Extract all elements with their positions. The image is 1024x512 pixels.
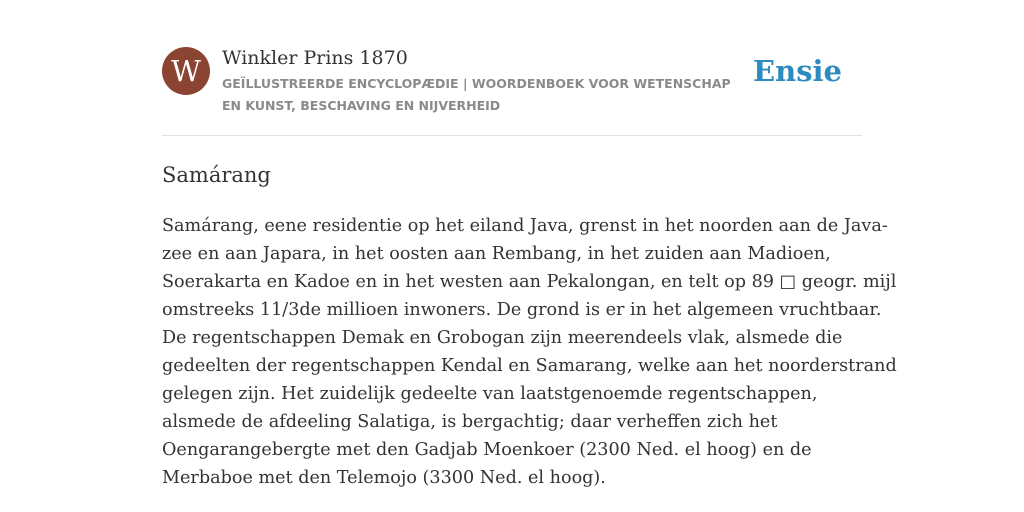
source-subtitle: GEÏLLUSTREERDE ENCYCLOPÆDIE | WOORDENBOEK VOOR WETENSCHAP EN KUNST, BESCHAVING EN NIJVERHEID: [222, 76, 731, 113]
entry-body-line: De regentschappen Demak en Grobogan zijn meerendeels vlak, alsmede die: [162, 328, 843, 348]
entry-title: Samárang: [162, 163, 271, 187]
source-avatar[interactable]: W: [162, 47, 210, 95]
source-title[interactable]: Winkler Prins 1870: [222, 47, 408, 69]
header-divider: [162, 135, 862, 136]
entry-body-line: omstreeks 11/3de millioen inwoners. De grond is er in het algemeen vruchtbaar.: [162, 300, 882, 320]
entry-body-line: gelegen zijn. Het zuidelijk gedeelte van laatstgenoemde regentschappen,: [162, 384, 818, 404]
entry-body-line: Soerakarta en Kadoe en in het westen aan Pekalongan, en telt op 89 □ geogr. mijl: [162, 272, 897, 292]
entry-body-line: alsmede de afdeeling Salatiga, is bergachtig; daar verheffen zich het: [162, 412, 778, 432]
entry-body-line: Samárang, eene residentie op het eiland Java, grenst in het noorden aan de Java-: [162, 216, 888, 236]
ensie-logo[interactable]: Ensie: [753, 54, 842, 88]
entry-body: [162, 212, 897, 492]
entry-body-line: gedeelten der regentschappen Kendal en Samarang, welke aan het noorderstrand: [162, 356, 897, 376]
entry-body-line: Merbaboe met den Telemojo (3300 Ned. el hoog).: [162, 468, 606, 488]
source-header: [162, 44, 862, 120]
entry-body-line: zee en aan Japara, in het oosten aan Rembang, in het zuiden aan Madioen,: [162, 244, 831, 264]
entry-body-line: Oengarangebergte met den Gadjab Moenkoer (2300 Ned. el hoog) en de: [162, 440, 812, 460]
